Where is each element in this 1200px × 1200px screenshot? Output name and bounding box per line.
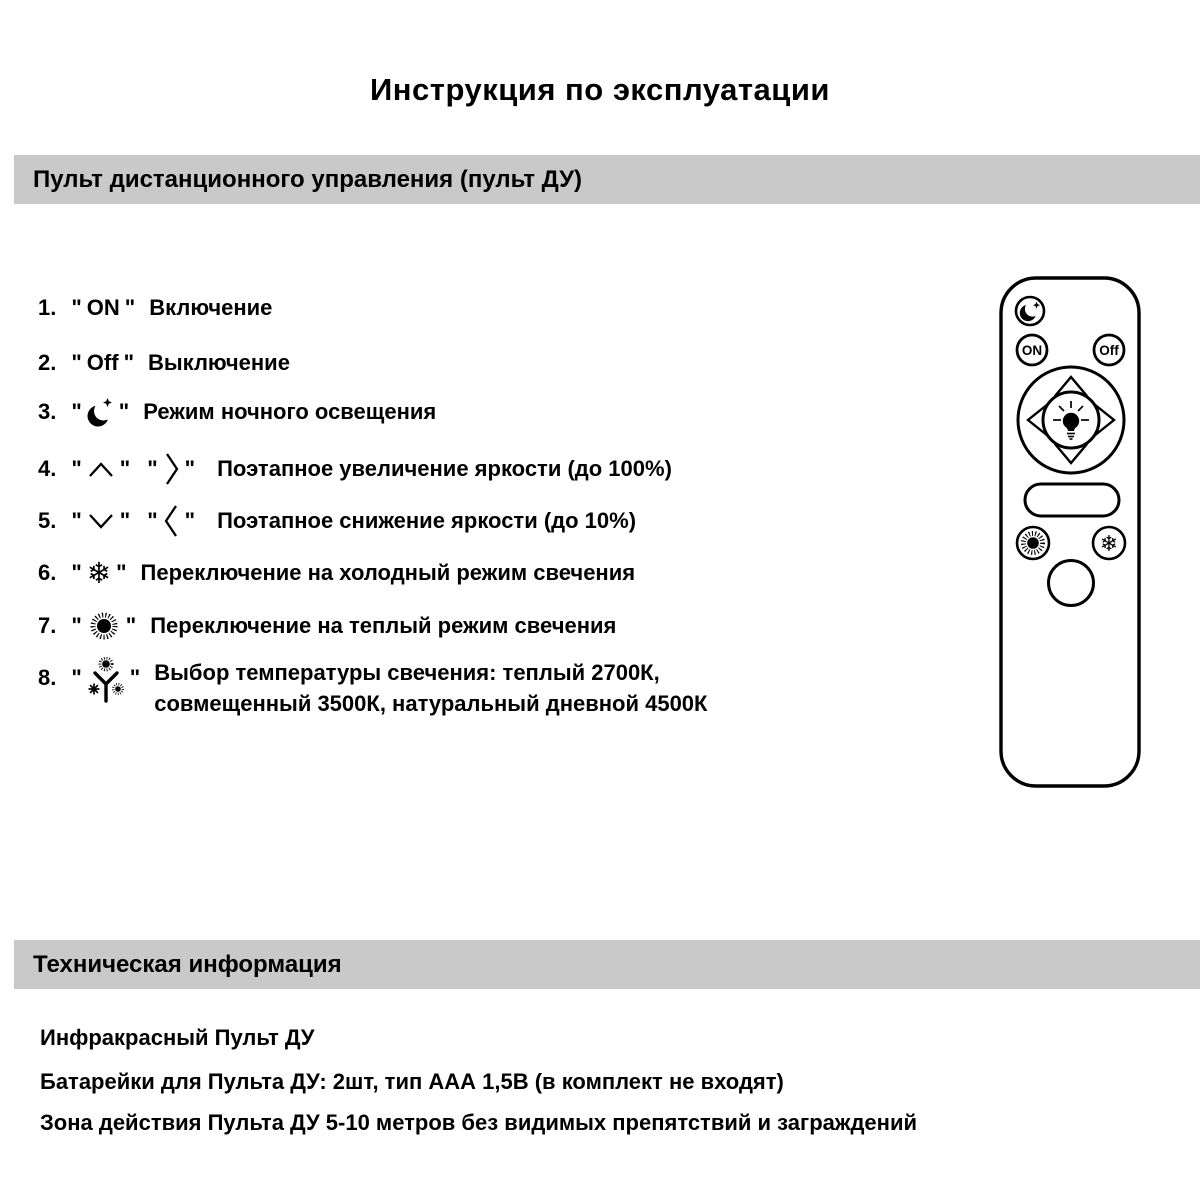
item-label: Режим ночного освещения — [143, 399, 437, 424]
list-item-warm-mode — [38, 608, 616, 644]
remote-off-label: Off — [1099, 343, 1119, 358]
tech-line-batteries: Батарейки для Пульта ДУ: 2шт, тип ААА 1,5В (в комплект не входят) — [40, 1069, 784, 1094]
item-number: 1. — [38, 295, 57, 320]
on-code: ON — [86, 295, 120, 320]
item-number: 6. — [38, 560, 57, 585]
list-item-cold-mode — [38, 555, 635, 591]
quote-mark: " — [123, 350, 134, 375]
item-number: 7. — [38, 613, 57, 638]
quote-mark: " — [71, 399, 82, 424]
tech-line-ir: Инфракрасный Пульт ДУ — [40, 1025, 315, 1050]
list-item-off — [38, 345, 290, 381]
quote-mark: " — [147, 508, 158, 533]
quote-mark: " — [184, 456, 196, 481]
page-title: Инструкция по эксплуатации — [370, 72, 830, 107]
snowflake-icon: ❄ — [1099, 532, 1119, 557]
section-header-tech-label: Техническая информация — [33, 950, 342, 978]
quote-mark: " — [129, 665, 141, 690]
quote-mark: " — [147, 456, 158, 481]
remote-control-illustration — [998, 275, 1144, 789]
quote-mark: " — [184, 508, 196, 533]
list-item-on — [38, 290, 272, 326]
quote-mark: " — [125, 613, 137, 638]
quote-mark: " — [116, 560, 127, 585]
moon-icon — [87, 396, 114, 429]
chevron-down-icon — [87, 513, 115, 530]
quote-mark: " — [119, 508, 131, 533]
list-item-brightness-up — [38, 451, 672, 487]
quote-mark: " — [71, 456, 82, 481]
item-label-line2: совмещенный 3500К, натуральный дневной 4500К — [154, 691, 708, 716]
quote-mark: " — [71, 350, 82, 375]
item-number: 8. — [38, 665, 57, 690]
quote-mark: " — [71, 508, 82, 533]
quote-mark: " — [71, 295, 82, 320]
list-item-night-mode — [38, 394, 436, 430]
section-header-tech — [14, 940, 1200, 989]
item-label: Переключение на холодный режим свечения — [140, 560, 636, 585]
quote-mark: " — [124, 295, 136, 320]
list-item-color-temp — [38, 657, 707, 719]
section-header-remote — [14, 155, 1200, 204]
item-number: 4. — [38, 456, 57, 481]
chevron-up-icon — [87, 461, 115, 478]
item-number: 2. — [38, 350, 57, 375]
item-label: Включение — [149, 295, 273, 320]
quote-mark: " — [71, 613, 82, 638]
list-item-brightness-down — [38, 503, 636, 539]
item-number: 5. — [38, 508, 57, 533]
quote-mark: " — [71, 665, 82, 690]
item-label: Переключение на теплый режим свечения — [150, 613, 617, 638]
chevron-left-icon — [163, 503, 180, 539]
color-temp-select-icon — [87, 657, 125, 705]
section-header-remote-label: Пульт дистанционного управления (пульт ДУ) — [33, 165, 582, 193]
item-label-line1: Выбор температуры свечения: теплый 2700К, — [154, 660, 660, 685]
item-label: Поэтапное снижение яркости (до 10%) — [217, 508, 637, 533]
quote-mark: " — [71, 560, 82, 585]
chevron-right-icon — [163, 451, 180, 487]
sun-icon — [87, 609, 121, 643]
sun-icon — [1027, 537, 1039, 549]
off-code: Off — [86, 350, 119, 375]
remote-on-label: ON — [1021, 343, 1043, 358]
quote-mark: " — [118, 399, 130, 424]
quote-mark: " — [119, 456, 131, 481]
item-label: Поэтапное увеличение яркости (до 100%) — [217, 456, 672, 481]
item-number: 3. — [38, 399, 57, 424]
tech-line-range: Зона действия Пульта ДУ 5-10 метров без видимых препятствий и заграждений — [40, 1110, 918, 1135]
snowflake-icon: ❄ — [86, 555, 112, 590]
item-label: Выключение — [148, 350, 290, 375]
